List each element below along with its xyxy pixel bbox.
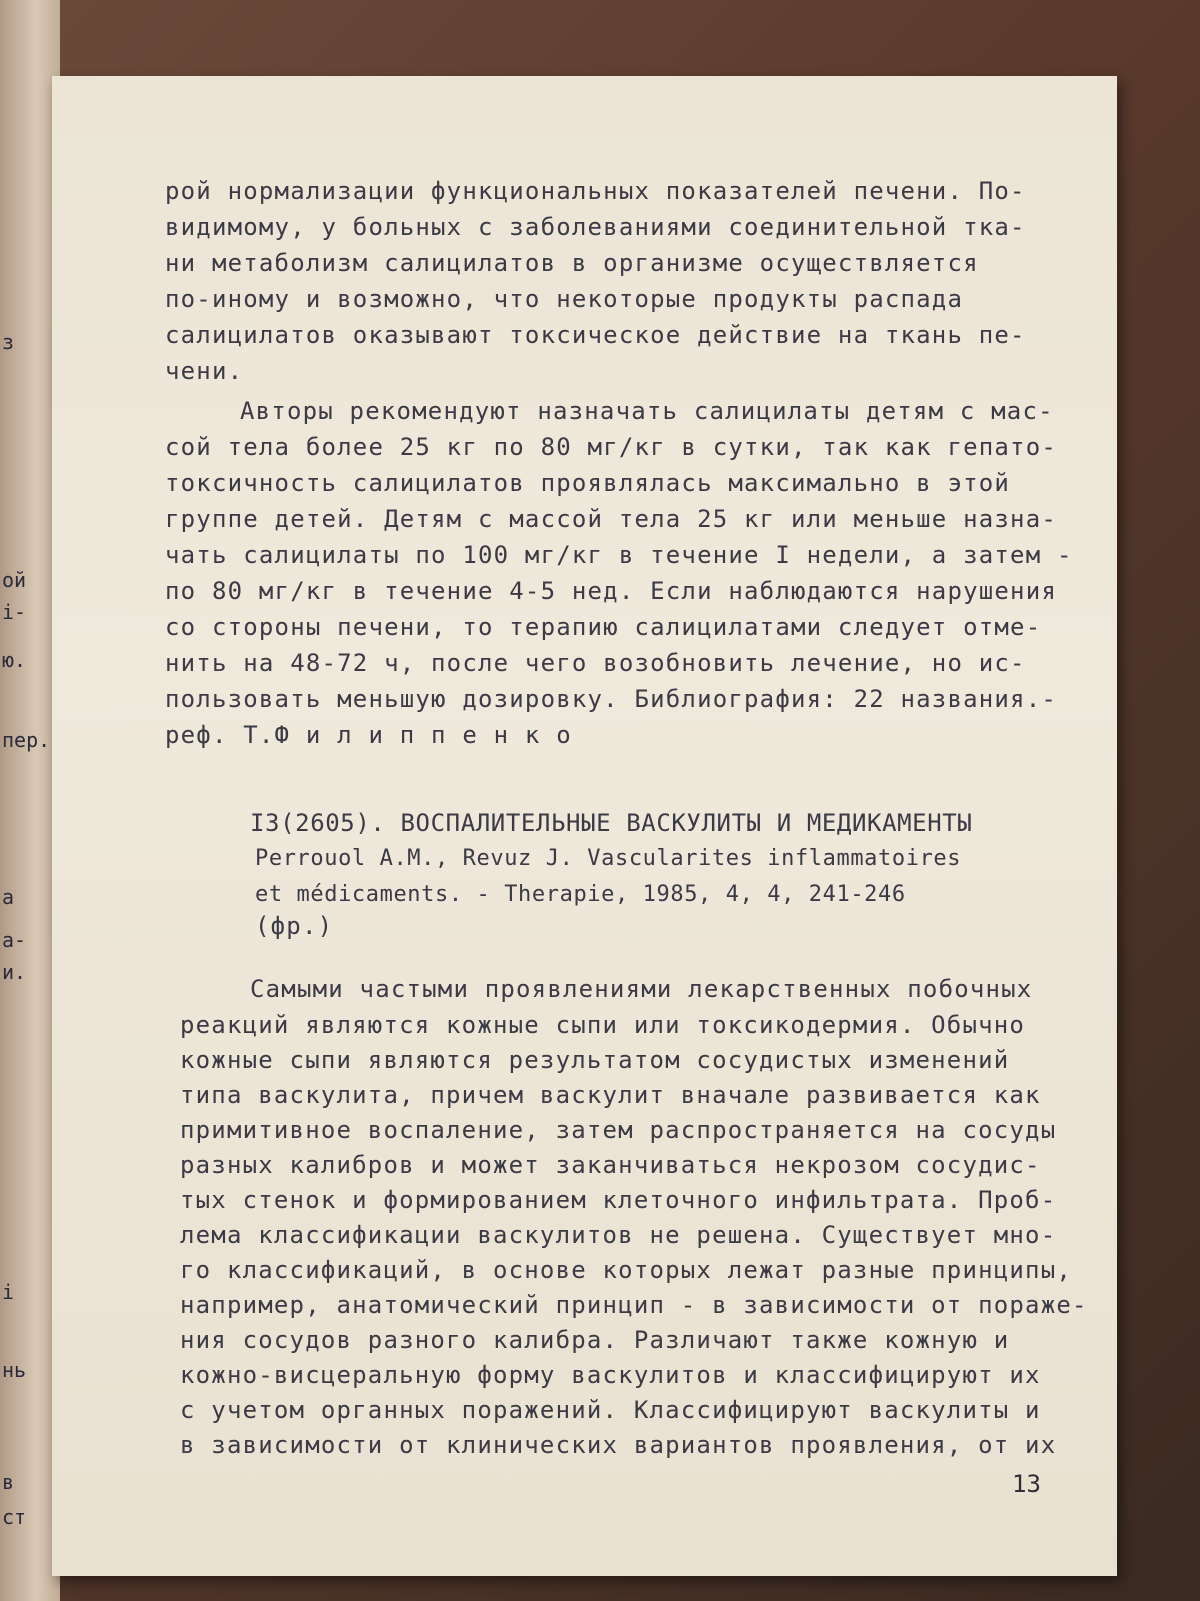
- text-line: в зависимости от клинических вариантов проявления, от их: [180, 1431, 1057, 1459]
- text-line: салицилатов оказывают токсическое действие на ткань пе-: [165, 321, 1026, 349]
- text-line: например, анатомический принцип - в зависимости от пораже-: [180, 1291, 1088, 1319]
- text-line: нить на 48-72 ч, после чего возобновить лечение, но ис-: [165, 649, 1026, 677]
- facing-page-fragment: а-: [2, 928, 27, 952]
- text-line: кожно-висцеральную форму васкулитов и классифицируют их: [180, 1361, 1041, 1389]
- text-line: ни метаболизм салицилатов в организме осуществляется: [165, 249, 979, 277]
- text-line: видимому, у больных с заболеваниями соединительной тка-: [165, 213, 1026, 241]
- citation-line: Perrouol A.M., Revuz J. Vascularites inflammatoires: [255, 846, 962, 871]
- text-line: со стороны печени, то терапию салицилатами следует отме-: [165, 613, 1042, 641]
- facing-page-fragment: і: [2, 1280, 15, 1304]
- text-line: кожные сыпи являются результатом сосудистых изменений: [180, 1046, 1010, 1074]
- text-line: тых стенок и формированием клеточного инфильтрата. Проб-: [180, 1186, 1057, 1214]
- text-line: чать салицилаты по 100 мг/кг в течение I недели, а затем -: [165, 541, 1073, 569]
- text-line: пользовать меньшую дозировку. Библиография: 22 названия.-: [165, 685, 1058, 713]
- text-line: типа васкулита, причем васкулит вначале развивается как: [180, 1081, 1041, 1109]
- text-line: рой нормализации функциональных показателей печени. По-: [165, 177, 1026, 205]
- facing-page-fragment: ст: [2, 1505, 27, 1529]
- facing-page-fragment: нь: [2, 1358, 27, 1382]
- reviewer-line: реф. Т.Ф и л и п п е н к о: [165, 721, 572, 749]
- text-line: группе детей. Детям с массой тела 25 кг или меньше назна-: [165, 505, 1058, 533]
- citation-line: (фр.): [255, 912, 334, 940]
- facing-page-fragment: и.: [2, 960, 27, 984]
- text-line: по 80 мг/кг в течение 4-5 нед. Если наблюдаются нарушения: [165, 577, 1058, 605]
- text-line: лема классификации васкулитов не решена. Существует мно-: [180, 1221, 1057, 1249]
- text-line: по-иному и возможно, что некоторые продукты распада: [165, 285, 964, 313]
- facing-page-fragment: і-: [2, 600, 27, 624]
- text-line: Авторы рекомендуют назначать салицилаты детям с мас-: [240, 397, 1054, 425]
- text-line: ния сосудов разного калибра. Различают также кожную и: [180, 1326, 1010, 1354]
- document-page: [52, 76, 1117, 1576]
- text-line: токсичность салицилатов проявлялась максимально в этой: [165, 469, 1011, 497]
- facing-page-fragment: ой: [2, 568, 27, 592]
- text-line: Самыми частыми проявлениями лекарственных побочных: [250, 975, 1033, 1003]
- page-number: 13: [1012, 1470, 1041, 1498]
- facing-page-fragment: з: [2, 330, 15, 354]
- text-line: чени.: [165, 357, 244, 385]
- facing-page-fragment: в: [2, 1470, 15, 1494]
- text-line: реакций являются кожные сыпи или токсикодермия. Обычно: [180, 1011, 1026, 1039]
- facing-page-fragment: а: [2, 885, 15, 909]
- entry-title: I3(2605). ВОСПАЛИТЕЛЬНЫЕ ВАСКУЛИТЫ И МЕДИКАМЕНТЫ: [250, 809, 973, 837]
- facing-page-fragment: ю.: [2, 648, 27, 672]
- text-line: го классификаций, в основе которых лежат разные принципы,: [180, 1256, 1073, 1284]
- text-line: сой тела более 25 кг по 80 мг/кг в сутки, так как гепато-: [165, 433, 1058, 461]
- citation-line: et médicaments. - Therapie, 1985, 4, 4, 241-246: [255, 882, 906, 907]
- text-line: разных калибров и может заканчиваться некрозом сосудис-: [180, 1151, 1041, 1179]
- facing-page-edge: [0, 0, 60, 1601]
- facing-page-fragment: пер.: [2, 728, 51, 752]
- text-line: примитивное воспаление, затем распространяется на сосуды: [180, 1116, 1057, 1144]
- text-line: с учетом органных поражений. Классифицируют васкулиты и: [180, 1396, 1041, 1424]
